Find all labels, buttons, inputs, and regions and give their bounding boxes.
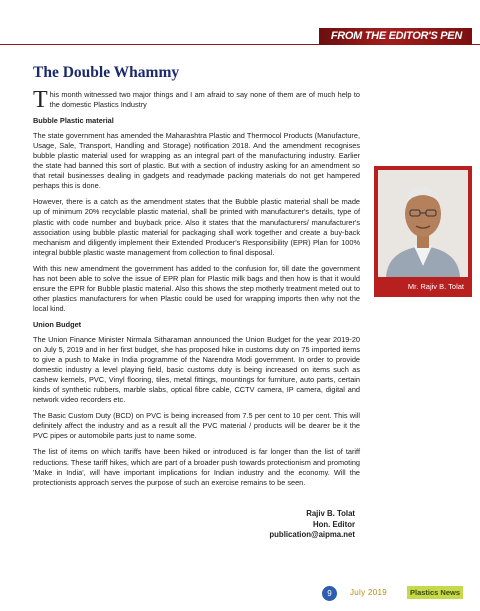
paragraph: The list of items on which tariffs have been hiked or introduced is far longer than the list of tariff reductions. These tariff hikes, which are part of a broader push towards protectionism and promoting 'Make in India', will have important implications for Indian industry and the economy. Will the protectionists approach serves the purpose of such an exercise remains to be seen. (33, 447, 360, 487)
article-title: The Double Whammy (33, 64, 180, 81)
intro-text: his month witnessed two major things and I am afraid to say none of them are of much help to the domestic Plastics Industry (49, 90, 360, 110)
signature-role: Hon. Editor (312, 519, 355, 529)
section-heading-budget: Union Budget (33, 319, 82, 329)
intro-paragraph (33, 87, 360, 113)
paragraph: The Union Finance Minister Nirmala Sitharaman announced the Union Budget for the year 2019-20 on July 5, 2019 and in her first budget, she has proposed hike in customs duty on 75 imported items to give a push to Make in India programme of the Narendra Modi government. In order to provide domestic industry a level playing field, basic customs duty is being increased on items such as cashew kernels, PVC, Vinyl flooring, tiles, metal fittings, mountings for furniture, auto parts, certain kinds of synthetic rubbers, marble slabs, optical fibre cable, CCTV camera, IP camera, digital and network video recorders etc. (33, 334, 360, 405)
drop-cap: T (33, 87, 48, 113)
editor-photo-frame (374, 166, 472, 297)
paragraph: With this new amendment the government has added to the confusion for, till date the government has not been able to solve the issue of EPR plan for Plastic milk bags and then how is that it would ensure the EPR for Bubble plastic material. Also this shows the step motherly treatment meted out to other plastics manufacturers for when Plastic could be used for wrapping imports then why not the local kind. (33, 263, 360, 313)
paragraph: The Basic Custom Duty (BCD) on PVC is being increased from 7.5 per cent to 10 per cent. This will definitely affect the industry and as a result all the PVC material / products will be dearer be it the PVC pipes or automobile parts just to name some. (33, 411, 360, 441)
section-banner: FROM THE EDITOR'S PEN (319, 28, 472, 45)
section-heading-bubble: Bubble Plastic material (33, 116, 114, 126)
article-body (33, 87, 360, 494)
page-number: 9 (322, 586, 337, 601)
publication-brand: Plastics News (407, 586, 463, 599)
signature-email: publication@aipma.net (269, 530, 355, 539)
signature-name: Rajiv B. Tolat (306, 509, 355, 518)
issue-date: July 2019 (350, 588, 387, 597)
signature-block (269, 509, 355, 541)
paragraph: The state government has amended the Maharashtra Plastic and Thermocol Products (Manufacture, Usage, Sale, Transport, Handling and Storage) notification 2018. And the amendment recognises bubble plastic material used for wrapping as an integral part of the manufacturing industry. Earlier the state had banned this sort of plastic. But with a section of industry asking for an amendment so that retail businesses dealing in gadgets and readymade packing materials do not get hampered perhaps this is done. (33, 131, 360, 191)
paragraph: However, there is a catch as the amendment states that the Bubble plastic material shall be made up of minimum 20% recyclable plastic material, shall be printed with manufacturer's details, type of plastic with code number and buyback price. Also it states that the manufacturers/ manufacturer's association using bubble plastic material for packaging shall work together and create a buy-back mechanism and diligently implement their Extended Producer's Responsibility (EPR) Plan for 100% integral bubble plastic waste management from collection to final disposal. (33, 197, 360, 257)
editor-photo (378, 170, 468, 277)
portrait-illustration (378, 170, 468, 277)
photo-caption: Mr. Rajiv B. Tolat (407, 282, 464, 291)
